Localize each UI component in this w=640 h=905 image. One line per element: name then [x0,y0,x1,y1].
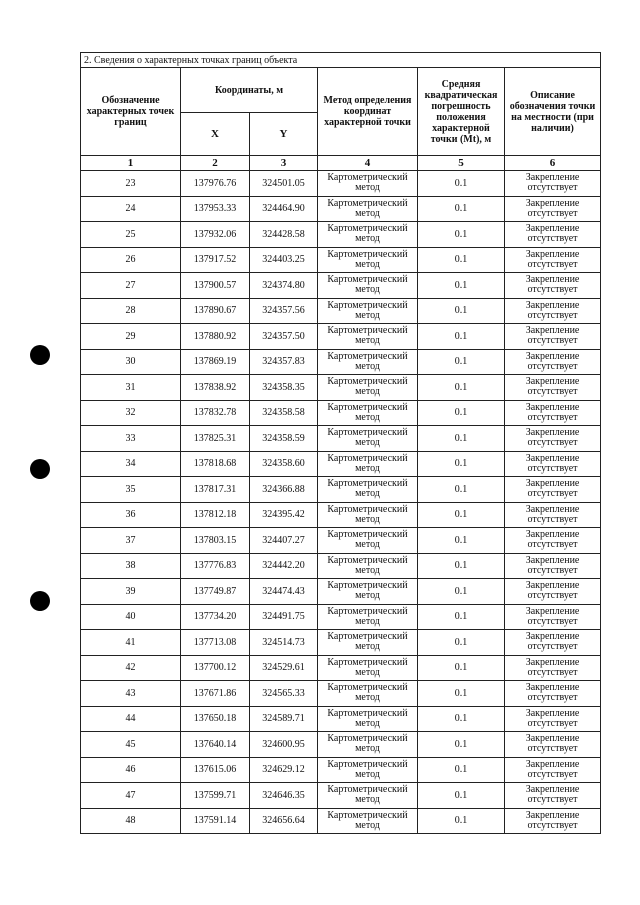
point-cell: 31 [81,375,181,401]
boundary-points-sheet [80,52,600,834]
y-coordinate-cell: 324358.58 [250,400,318,426]
method-cell: Картометрический метод [318,247,418,273]
header-description: Описание обозначения точки на местности (при наличии) [505,68,601,156]
header-y: Y [250,113,318,156]
table-row [81,604,601,630]
point-cell: 35 [81,477,181,503]
method-cell: Картометрический метод [318,706,418,732]
description-cell: Закрепление отсутствует [505,273,601,299]
table-row [81,706,601,732]
table-row [81,477,601,503]
y-coordinate-cell: 324407.27 [250,528,318,554]
binder-hole [30,345,50,365]
x-coordinate-cell: 137615.06 [181,757,250,783]
x-coordinate-cell: 137599.71 [181,783,250,809]
error-cell: 0.1 [418,706,505,732]
y-coordinate-cell: 324464.90 [250,196,318,222]
table-row [81,375,601,401]
error-cell: 0.1 [418,426,505,452]
error-cell: 0.1 [418,477,505,503]
y-coordinate-cell: 324474.43 [250,579,318,605]
description-cell: Закрепление отсутствует [505,196,601,222]
description-cell: Закрепление отсутствует [505,451,601,477]
point-cell: 26 [81,247,181,273]
table-row [81,273,601,299]
x-coordinate-cell: 137900.57 [181,273,250,299]
table-row [81,451,601,477]
method-cell: Картометрический метод [318,681,418,707]
x-coordinate-cell: 137832.78 [181,400,250,426]
point-cell: 23 [81,171,181,197]
method-cell: Картометрический метод [318,528,418,554]
column-number: 5 [418,156,505,171]
description-cell: Закрепление отсутствует [505,222,601,248]
description-cell: Закрепление отсутствует [505,732,601,758]
y-coordinate-cell: 324501.05 [250,171,318,197]
y-coordinate-cell: 324358.60 [250,451,318,477]
description-cell: Закрепление отсутствует [505,426,601,452]
y-coordinate-cell: 324442.20 [250,553,318,579]
point-cell: 40 [81,604,181,630]
point-cell: 41 [81,630,181,656]
point-cell: 39 [81,579,181,605]
y-coordinate-cell: 324366.88 [250,477,318,503]
point-cell: 48 [81,808,181,834]
error-cell: 0.1 [418,783,505,809]
method-cell: Картометрический метод [318,757,418,783]
method-cell: Картометрический метод [318,655,418,681]
method-cell: Картометрический метод [318,451,418,477]
y-coordinate-cell: 324491.75 [250,604,318,630]
table-row [81,630,601,656]
description-cell: Закрепление отсутствует [505,477,601,503]
table-row [81,528,601,554]
table-row [81,783,601,809]
description-cell: Закрепление отсутствует [505,400,601,426]
table-row [81,655,601,681]
y-coordinate-cell: 324428.58 [250,222,318,248]
description-cell: Закрепление отсутствует [505,706,601,732]
method-cell: Картометрический метод [318,477,418,503]
point-cell: 42 [81,655,181,681]
x-coordinate-cell: 137734.20 [181,604,250,630]
error-cell: 0.1 [418,273,505,299]
error-cell: 0.1 [418,222,505,248]
point-cell: 36 [81,502,181,528]
description-cell: Закрепление отсутствует [505,528,601,554]
error-cell: 0.1 [418,655,505,681]
y-coordinate-cell: 324646.35 [250,783,318,809]
error-cell: 0.1 [418,375,505,401]
description-cell: Закрепление отсутствует [505,783,601,809]
y-coordinate-cell: 324565.33 [250,681,318,707]
error-cell: 0.1 [418,808,505,834]
y-coordinate-cell: 324357.83 [250,349,318,375]
point-cell: 45 [81,732,181,758]
table-row [81,247,601,273]
x-coordinate-cell: 137818.68 [181,451,250,477]
y-coordinate-cell: 324629.12 [250,757,318,783]
error-cell: 0.1 [418,579,505,605]
x-coordinate-cell: 137591.14 [181,808,250,834]
point-cell: 32 [81,400,181,426]
y-coordinate-cell: 324374.80 [250,273,318,299]
description-cell: Закрепление отсутствует [505,375,601,401]
x-coordinate-cell: 137803.15 [181,528,250,554]
column-number: 6 [505,156,601,171]
method-cell: Картометрический метод [318,400,418,426]
point-cell: 25 [81,222,181,248]
description-cell: Закрепление отсутствует [505,171,601,197]
method-cell: Картометрический метод [318,298,418,324]
error-cell: 0.1 [418,604,505,630]
table-row [81,757,601,783]
header-x: X [181,113,250,156]
x-coordinate-cell: 137812.18 [181,502,250,528]
x-coordinate-cell: 137749.87 [181,579,250,605]
point-cell: 34 [81,451,181,477]
description-cell: Закрепление отсутствует [505,808,601,834]
error-cell: 0.1 [418,528,505,554]
table-row [81,171,601,197]
description-cell: Закрепление отсутствует [505,247,601,273]
column-number: 3 [250,156,318,171]
error-cell: 0.1 [418,757,505,783]
table-row [81,349,601,375]
method-cell: Картометрический метод [318,375,418,401]
y-coordinate-cell: 324358.35 [250,375,318,401]
error-cell: 0.1 [418,324,505,350]
x-coordinate-cell: 137825.31 [181,426,250,452]
method-cell: Картометрический метод [318,553,418,579]
x-coordinate-cell: 137953.33 [181,196,250,222]
boundary-points-table [80,52,601,834]
x-coordinate-cell: 137700.12 [181,655,250,681]
point-cell: 37 [81,528,181,554]
error-cell: 0.1 [418,681,505,707]
error-cell: 0.1 [418,630,505,656]
method-cell: Картометрический метод [318,324,418,350]
y-coordinate-cell: 324600.95 [250,732,318,758]
description-cell: Закрепление отсутствует [505,604,601,630]
x-coordinate-cell: 137650.18 [181,706,250,732]
y-coordinate-cell: 324357.56 [250,298,318,324]
x-coordinate-cell: 137776.83 [181,553,250,579]
x-coordinate-cell: 137838.92 [181,375,250,401]
error-cell: 0.1 [418,502,505,528]
header-coordinates: Координаты, м [181,68,318,113]
y-coordinate-cell: 324529.61 [250,655,318,681]
point-cell: 43 [81,681,181,707]
method-cell: Картометрический метод [318,579,418,605]
error-cell: 0.1 [418,732,505,758]
table-row [81,808,601,834]
x-coordinate-cell: 137713.08 [181,630,250,656]
error-cell: 0.1 [418,196,505,222]
x-coordinate-cell: 137976.76 [181,171,250,197]
description-cell: Закрепление отсутствует [505,655,601,681]
point-cell: 46 [81,757,181,783]
table-row [81,502,601,528]
method-cell: Картометрический метод [318,630,418,656]
description-cell: Закрепление отсутствует [505,349,601,375]
table-row [81,222,601,248]
description-cell: Закрепление отсутствует [505,324,601,350]
point-cell: 28 [81,298,181,324]
method-cell: Картометрический метод [318,783,418,809]
table-row [81,579,601,605]
table-row [81,324,601,350]
description-cell: Закрепление отсутствует [505,502,601,528]
error-cell: 0.1 [418,400,505,426]
table-row [81,196,601,222]
y-coordinate-cell: 324358.59 [250,426,318,452]
x-coordinate-cell: 137880.92 [181,324,250,350]
description-cell: Закрепление отсутствует [505,298,601,324]
method-cell: Картометрический метод [318,349,418,375]
table-row [81,681,601,707]
binder-hole [30,591,50,611]
error-cell: 0.1 [418,451,505,477]
method-cell: Картометрический метод [318,732,418,758]
point-cell: 44 [81,706,181,732]
point-cell: 24 [81,196,181,222]
x-coordinate-cell: 137671.86 [181,681,250,707]
description-cell: Закрепление отсутствует [505,757,601,783]
point-cell: 27 [81,273,181,299]
point-cell: 30 [81,349,181,375]
binder-hole [30,459,50,479]
method-cell: Картометрический метод [318,273,418,299]
table-row [81,400,601,426]
method-cell: Картометрический метод [318,222,418,248]
column-number: 4 [318,156,418,171]
x-coordinate-cell: 137869.19 [181,349,250,375]
error-cell: 0.1 [418,553,505,579]
description-cell: Закрепление отсутствует [505,630,601,656]
point-cell: 38 [81,553,181,579]
y-coordinate-cell: 324514.73 [250,630,318,656]
column-number: 1 [81,156,181,171]
method-cell: Картометрический метод [318,196,418,222]
method-cell: Картометрический метод [318,171,418,197]
method-cell: Картометрический метод [318,426,418,452]
x-coordinate-cell: 137640.14 [181,732,250,758]
x-coordinate-cell: 137890.67 [181,298,250,324]
y-coordinate-cell: 324589.71 [250,706,318,732]
description-cell: Закрепление отсутствует [505,553,601,579]
y-coordinate-cell: 324357.50 [250,324,318,350]
section-title: 2. Сведения о характерных точках границ объекта [81,53,601,68]
header-error: Средняя квадратическая погрешность положения характерной точки (Mt), м [418,68,505,156]
table-row [81,426,601,452]
error-cell: 0.1 [418,349,505,375]
y-coordinate-cell: 324656.64 [250,808,318,834]
error-cell: 0.1 [418,247,505,273]
description-cell: Закрепление отсутствует [505,579,601,605]
header-designation: Обозначение характерных точек границ [81,68,181,156]
method-cell: Картометрический метод [318,808,418,834]
x-coordinate-cell: 137917.52 [181,247,250,273]
table-row [81,553,601,579]
column-number: 2 [181,156,250,171]
method-cell: Картометрический метод [318,604,418,630]
table-row [81,732,601,758]
x-coordinate-cell: 137932.06 [181,222,250,248]
x-coordinate-cell: 137817.31 [181,477,250,503]
point-cell: 29 [81,324,181,350]
error-cell: 0.1 [418,298,505,324]
method-cell: Картометрический метод [318,502,418,528]
table-row [81,298,601,324]
y-coordinate-cell: 324395.42 [250,502,318,528]
header-method: Метод определения координат характерной точки [318,68,418,156]
point-cell: 47 [81,783,181,809]
point-cell: 33 [81,426,181,452]
error-cell: 0.1 [418,171,505,197]
description-cell: Закрепление отсутствует [505,681,601,707]
y-coordinate-cell: 324403.25 [250,247,318,273]
